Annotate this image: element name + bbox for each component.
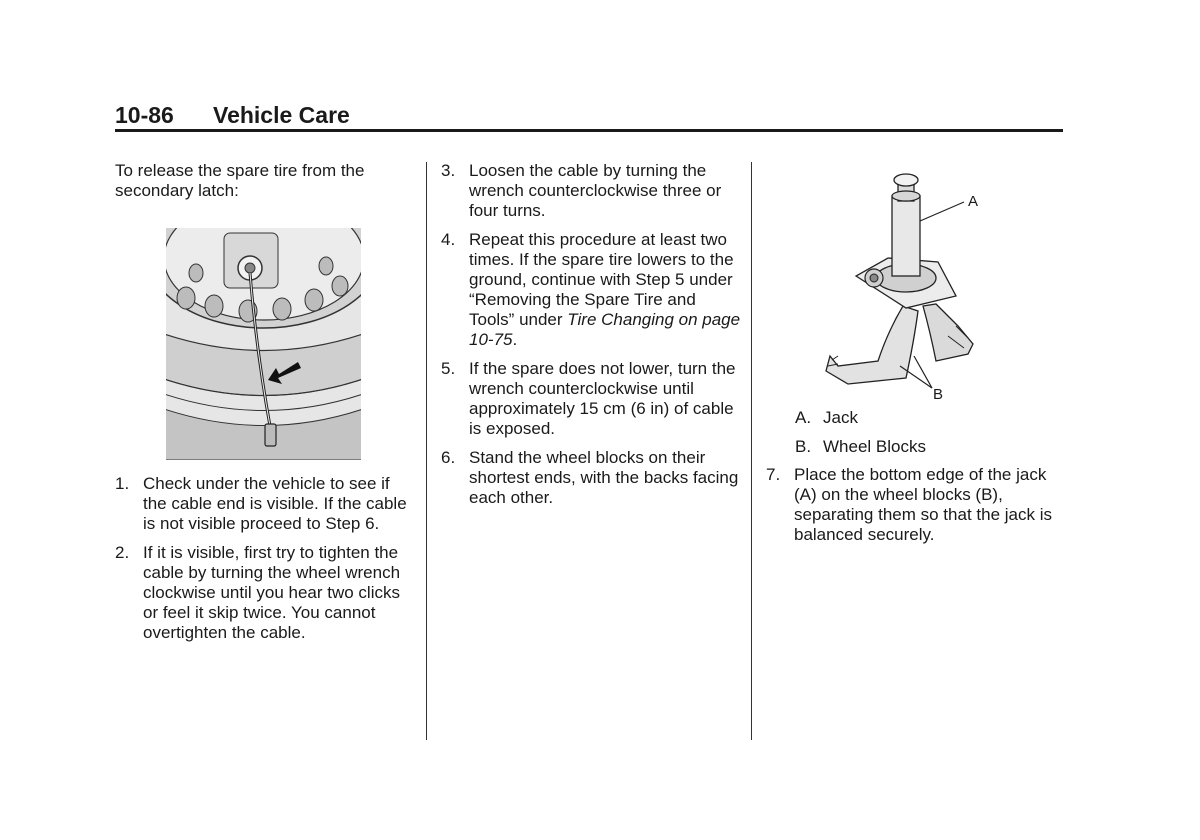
column-divider-2 — [751, 162, 752, 740]
step-number: 2. — [115, 543, 130, 562]
step-item — [441, 161, 741, 221]
step-number: 4. — [441, 230, 456, 249]
column-divider-1 — [426, 162, 427, 740]
legend-key: B. — [795, 437, 812, 456]
step-text: Place the bottom edge of the jack (A) on the wheel blocks (B), separating them so that the jack is balanced securely. — [794, 465, 1052, 544]
legend-label: Wheel Blocks — [823, 437, 926, 456]
step-text: Check under the vehicle to see if the cable end is visible. If the cable is not visible proceed to Step 6. — [143, 474, 407, 533]
step-item — [441, 359, 741, 439]
step-item — [115, 543, 415, 643]
legend-key: A. — [795, 408, 812, 427]
step-text: Stand the wheel blocks on their shortest ends, with the backs facing each other. — [469, 448, 739, 507]
step-item — [441, 448, 741, 508]
page-header — [115, 100, 1063, 132]
page-number: 10-86 — [115, 102, 174, 128]
step-text-end: . — [512, 330, 518, 349]
step-number: 5. — [441, 359, 456, 378]
legend-item — [795, 408, 995, 428]
jack-and-wheel-blocks-illustration — [818, 166, 988, 404]
step-text: Loosen the cable by turning the wrench counterclockwise three or four turns. — [469, 161, 722, 220]
steps-list-column-2 — [441, 161, 741, 517]
step-item — [441, 230, 741, 350]
figure-legend — [795, 408, 995, 466]
spare-tire-cable-illustration — [166, 228, 361, 460]
callout-a-label: A — [968, 193, 979, 210]
step-item — [766, 465, 1066, 545]
steps-list-column-1 — [115, 474, 415, 652]
legend-item — [795, 437, 995, 457]
header-rule — [115, 129, 1063, 132]
step-text: If the spare does not lower, turn the wrench counterclockwise until approximately 15 cm (6 in) of cable is exposed. — [469, 359, 736, 438]
section-title: Vehicle Care — [213, 102, 350, 128]
step-number: 7. — [766, 465, 781, 484]
legend-label: Jack — [823, 408, 858, 427]
step-number: 1. — [115, 474, 130, 493]
step-number: 3. — [441, 161, 456, 180]
step-number: 6. — [441, 448, 456, 467]
steps-list-column-3 — [766, 465, 1066, 554]
callout-b-label: B — [933, 386, 944, 403]
step-text: If it is visible, first try to tighten the cable by turning the wheel wrench clockwise until you hear two clicks or feel it skip twice. You cannot overtighten the cable. — [143, 543, 401, 642]
intro-paragraph: To release the spare tire from the secondary latch: — [115, 161, 365, 200]
step-item — [115, 474, 415, 534]
cross-reference-link[interactable]: Tire Changing on page 10-75 — [469, 310, 741, 349]
step-text: Repeat this procedure at least two times. If the spare tire lowers to the ground, continue with Step 5 under “Removing the Spare Tire and Tools” under — [469, 230, 734, 329]
